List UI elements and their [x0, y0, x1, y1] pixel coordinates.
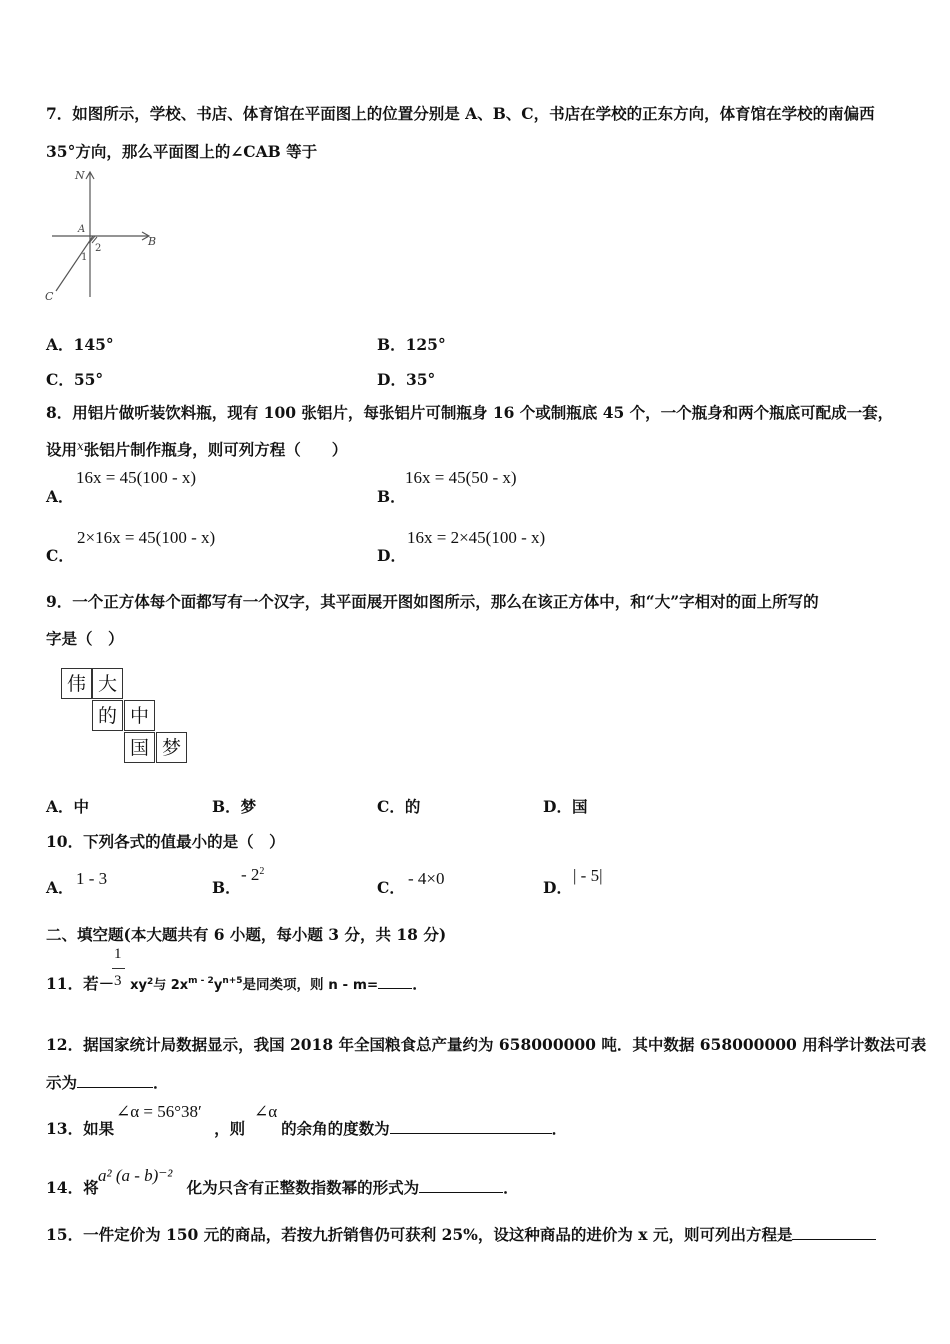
q10-option-b-label[interactable]: B．	[212, 878, 241, 897]
q11-line: 11．若－ $xy^2$与 $2x^{m - 2}y^{n+5}$是同类项，则 n - m= ．	[46, 974, 428, 993]
q8-option-b-label[interactable]: B．	[377, 487, 406, 506]
q11-frac-num: 1	[114, 946, 122, 962]
q7-option-a[interactable]: A．145°	[46, 335, 114, 354]
q12-line1: 12．据国家统计局数据显示，我国 2018 年全国粮食总产量约为 658000000 吨．其中数据 658000000 用科学计数法可表	[46, 1035, 927, 1054]
q15-line: 15．一件定价为 150 元的商品，若按九折销售仍可获利 25%，设这种商品的进价为 x 元，则可列出方程是	[46, 1223, 876, 1245]
q7-option-c[interactable]: C．55°	[46, 370, 104, 389]
label-c: C	[45, 290, 54, 303]
q13-angle-expr: ∠α = 56°38′	[116, 1102, 202, 1121]
label-b: B	[148, 235, 157, 248]
q10-option-b-expr: - $2^2$	[241, 865, 265, 884]
q10-option-d-label[interactable]: D．	[543, 878, 572, 897]
section-2-heading: 二、填空题(本大题共有 6 小题，每小题 3 分，共 18 分)	[46, 925, 447, 944]
label-2: 2	[95, 243, 102, 254]
q8-option-b-equation: 16x = 45(50 - x)	[405, 468, 517, 487]
q11-frac-den: 3	[114, 973, 122, 989]
q9-line2: 字是（ ）	[46, 629, 124, 648]
q7-line2: 35°方向，那么平面图上的∠CAB 等于	[46, 142, 318, 161]
q7-line1: 7．如图所示，学校、书店、体育馆在平面图上的位置分别是 A、B、C，书店在学校的正东方向，体育馆在学校的南偏西	[46, 104, 875, 123]
q7-direction-figure	[40, 165, 170, 305]
net-cell-6: 梦	[156, 732, 187, 763]
q8-option-c-label[interactable]: C．	[46, 546, 74, 565]
q12-line2: 示为 ．	[46, 1073, 169, 1092]
q7-option-d[interactable]: D．35°	[377, 370, 436, 389]
net-cell-3: 的	[92, 700, 123, 731]
q7-option-b[interactable]: B．125°	[377, 335, 446, 354]
q13-line: 13．如果 ，则 的余角的度数为 ．	[46, 1119, 568, 1138]
q8-option-a-equation: 16x = 45(100 - x)	[76, 468, 197, 487]
label-1: 1	[81, 252, 88, 263]
q10-option-d-expr: | - 5|	[573, 866, 603, 885]
q13-angle-alpha: ∠α	[254, 1102, 278, 1121]
q8-option-a-label[interactable]: A．	[46, 487, 74, 506]
q9-option-b[interactable]: B．梦	[212, 797, 257, 816]
q10-option-c-label[interactable]: C．	[377, 878, 405, 897]
q14-line: 14．将 化为只含有正整数指数幂的形式为 ．	[46, 1178, 519, 1197]
net-cell-2: 大	[92, 668, 123, 699]
q8-line2: 设用$^x$张铝片制作瓶身，则可列方程（ ）	[46, 439, 348, 459]
label-n: N	[75, 169, 85, 182]
q8-option-d-label[interactable]: D．	[377, 546, 406, 565]
q10-option-a-label[interactable]: A．	[46, 878, 74, 897]
q10-option-c-expr: - 4×0	[408, 869, 445, 888]
q8-line1: 8．用铝片做听装饮料瓶，现有 100 张铝片，每张铝片可制瓶身 16 个或制瓶底 45 个，一个瓶身和两个瓶底可配成一套，	[46, 403, 894, 422]
q9-line1: 9．一个正方体每个面都写有一个汉字，其平面展开图如图所示，那么在该正方体中，和“大”字相对的面上所写的	[46, 592, 819, 611]
q9-option-c[interactable]: C．的	[377, 797, 421, 816]
q14-expression: a² (a - b)⁻²	[98, 1166, 173, 1185]
q8-option-d-equation: 16x = 2×45(100 - x)	[407, 528, 546, 547]
label-a: A	[78, 224, 86, 235]
q10-line1: 10．下列各式的值最小的是（ ）	[46, 832, 285, 851]
q11-frac-bar	[112, 968, 125, 969]
q9-option-a[interactable]: A．中	[46, 797, 90, 816]
q9-option-d[interactable]: D．国	[543, 797, 588, 816]
q10-option-a-expr: 1 - 3	[76, 869, 108, 888]
net-cell-4: 中	[124, 700, 155, 731]
q8-option-c-equation: 2×16x = 45(100 - x)	[77, 528, 216, 547]
net-cell-5: 国	[124, 732, 155, 763]
net-cell-1: 伟	[61, 668, 92, 699]
